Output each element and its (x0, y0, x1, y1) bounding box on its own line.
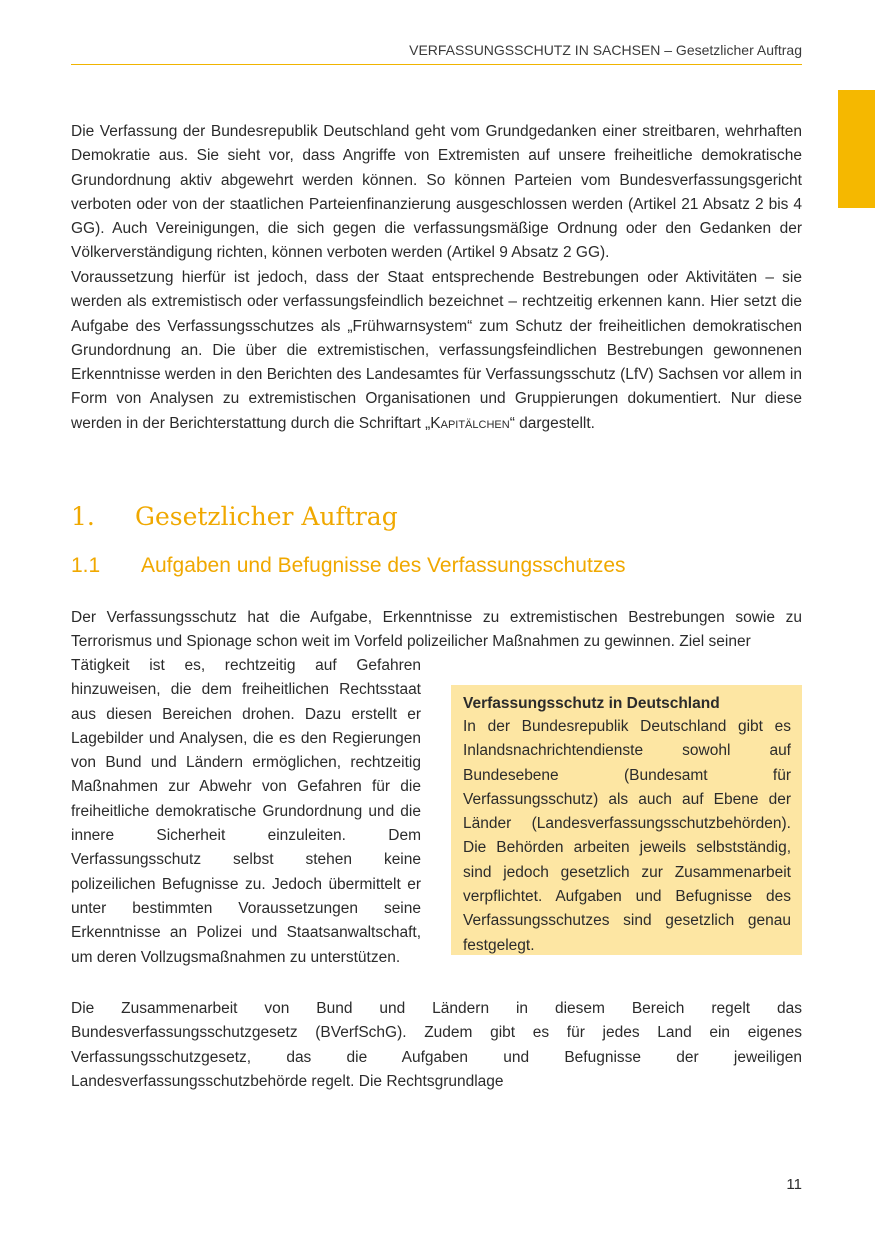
intro-paragraph-1: Die Verfassung der Bundesrepublik Deutschland geht vom Grundgedanken einer streitbaren, wehrhaften Demokratie aus. Sie sieht vor, dass Angriffe von Extremisten auf unsere freiheitliche demokratische Grundordnung aktiv abgewehrt werden können. So können Parteien vom Bundesverfassungsgericht verboten oder von der staatlichen Parteienfinanzierung ausgeschlossen werden (Artikel 21 Absatz 2 bis 4 GG). Auch Vereinigungen, die sich gegen die verfassungsmäßige Ordnung oder den Gedanken der Völkerverständigung richten, können verboten werden (Artikel 9 Absatz 2 GG). (71, 123, 802, 262)
intro-paragraph-2-end: “ dargestellt. (509, 414, 595, 432)
chapter-tab-marker (838, 90, 875, 208)
body-paragraph-left-column: Tätigkeit ist es, rechtzeitig auf Gefahren hinzuweisen, die dem freiheitlichen Rechtsstaat aus diesen Bereichen drohen. Dazu erstellt er Lagebilder und Analysen, die es den Regierungen von Bund und Ländern ermöglichen, rechtzeitig Maßnahmen zur Abwehr von Gefahren für die freiheitliche demokratische Grundordnung und die innere Sicherheit einzuleiten. Dem Verfassungsschutz selbst stehen keine polizeilichen Befugnisse zu. Jedoch übermittelt er unter bestimmten Voraussetzungen seine Erkenntnisse an Polizei und Staatsanwaltschaft, um deren Vollzugsmaßnahmen zu unterstützen. (71, 657, 421, 966)
subsection-title: Aufgaben und Befugnisse des Verfassungsschutzes (141, 554, 626, 577)
header-rule (71, 64, 802, 65)
info-box-text: In der Bundesrepublik Deutschland gibt es Inlandsnachrichtendienste sowohl auf Bundesebene (Bundesamt für Verfassungsschutz) als auch auf Ebene der Länder (Landesverfassungsschutzbehörden). Die Behörden arbeiten jeweils selbstständig, sind jedoch gesetzlich zur Zusammenarbeit verpflichtet. Aufgaben und Befugnisse des Verfassungsschutzes sind gesetzlich genau festgelegt. (463, 718, 791, 954)
section-title: Gesetzlicher Auftrag (135, 502, 398, 531)
intro-paragraph-2 (71, 266, 802, 436)
info-box (451, 685, 802, 955)
section-heading-1 (71, 502, 398, 531)
intro-paragraph-2-main: Voraussetzung hierfür ist jedoch, dass der Staat entsprechende Bestrebungen oder Aktivitäten – sie werden als extremistisch oder verfassungsfeindlich bezeichnet – rechtzeitig erkennen kann. Hier setzt die Aufgabe des Verfassungsschutzes als „Frühwarnsystem“ zum Schutz der freiheitlichen demokratischen Grundordnung an. Die über die extremistischen, verfassungsfeindlichen Bestrebungen gewonnenen Erkenntnisse werden in den Berichten des Landesamtes für Verfassungsschutz (LfV) Sachsen vor allem in Form von Analysen zu extremistischen Organisationen und Gruppierungen dokumentiert. Nur diese werden in der Berichterstattung durch die Schriftart „ (71, 269, 802, 432)
page-number: 11 (786, 1176, 802, 1193)
info-box-title: Verfassungsschutz in Deutschland (463, 695, 720, 712)
subsection-number: 1.1 (71, 554, 101, 577)
subsection-heading-1-1 (71, 554, 626, 578)
section-number: 1. (71, 502, 95, 531)
body-paragraph-2: Die Zusammenarbeit von Bund und Ländern in diesem Bereich regelt das Bundesverfassungsschutzgesetz (BVerfSchG). Zudem gibt es für jedes Land ein eigenes Verfassungsschutzgesetz, das die Aufgaben und Befugnisse der jeweiligen Landesverfassungsschutzbehörde regelt. Die Rechtsgrundlage (71, 1000, 802, 1090)
body-paragraph-1: Der Verfassungsschutz hat die Aufgabe, Erkenntnisse zu extremistischen Bestrebungen sowie zu Terrorismus und Spionage schon weit im Vorfeld polizeilicher Maßnahmen zu gewinnen. Ziel seiner (71, 609, 802, 651)
smallcaps-term: Kapitälchen (430, 414, 510, 432)
running-header: VERFASSUNGSSCHUTZ IN SACHSEN – Gesetzlicher Auftrag (409, 42, 802, 58)
